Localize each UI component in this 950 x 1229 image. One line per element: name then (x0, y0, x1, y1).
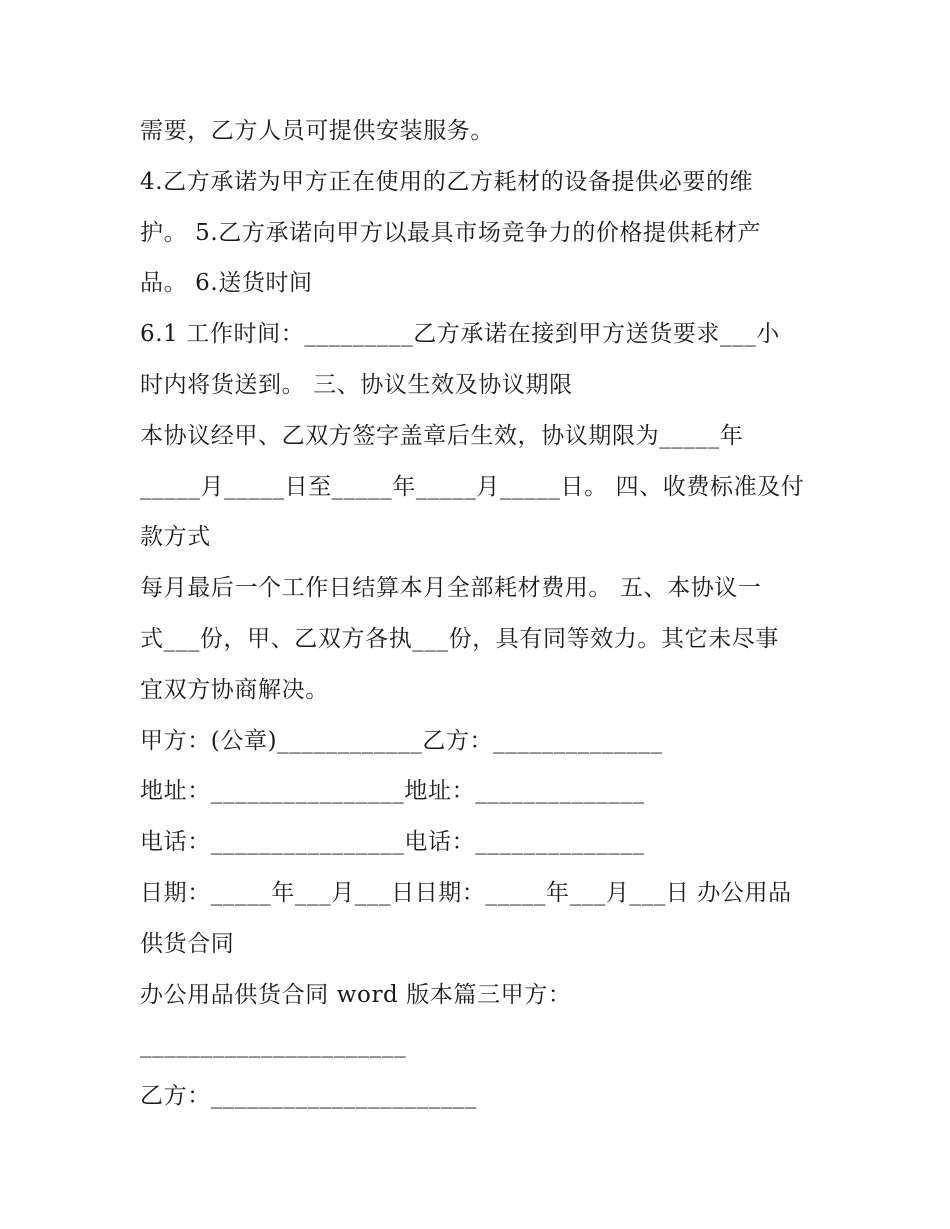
text-line-8: _____月_____日至_____年_____月_____日。 四、收费标准及付 (140, 473, 805, 500)
section-title-line: 办公用品供货合同 word 版本篇三甲方： (140, 981, 572, 1008)
date-line: 日期：_____年___月___日日期：_____年___月___日 办公用品 (140, 879, 792, 906)
party-b-line: 乙方：______________________ (140, 1083, 477, 1110)
party-a-blank-line: ______________________ (140, 1032, 407, 1059)
text-line-1: 需要，乙方人员可提供安装服务。 (140, 118, 494, 144)
text-line-2: 4.乙方承诺为甲方正在使用的乙方耗材的设备提供必要的维 (140, 168, 754, 195)
text-line-12: 宜双方协商解决。 (140, 676, 329, 703)
text-line-4: 品。 6.送货时间 (140, 270, 313, 297)
document-body (140, 106, 820, 1122)
text-line-3: 护。 5.乙方承诺向甲方以最具市场竞争力的价格提供耗材产 (140, 219, 762, 246)
address-line: 地址：________________地址：______________ (140, 778, 645, 805)
phone-line: 电话：________________电话：______________ (140, 829, 645, 856)
text-line-10: 每月最后一个工作日结算本月全部耗材费用。 五、本协议一 (140, 575, 762, 602)
signature-line-party-a: 甲方：(公章)____________乙方：______________ (140, 727, 663, 754)
text-line-6: 时内将货送到。 三、协议生效及协议期限 (140, 371, 573, 398)
text-line-9: 款方式 (140, 524, 211, 551)
text-line-7: 本协议经甲、乙双方签字盖章后生效，协议期限为_____年 (140, 422, 744, 449)
text-line-11: 式___份，甲、乙双方各执___份，具有同等效力。其它未尽事 (140, 625, 779, 652)
text-line-5: 6.1 工作时间：_________乙方承诺在接到甲方送货要求___小 (140, 321, 780, 348)
text-line-17: 供货合同 (140, 930, 235, 957)
